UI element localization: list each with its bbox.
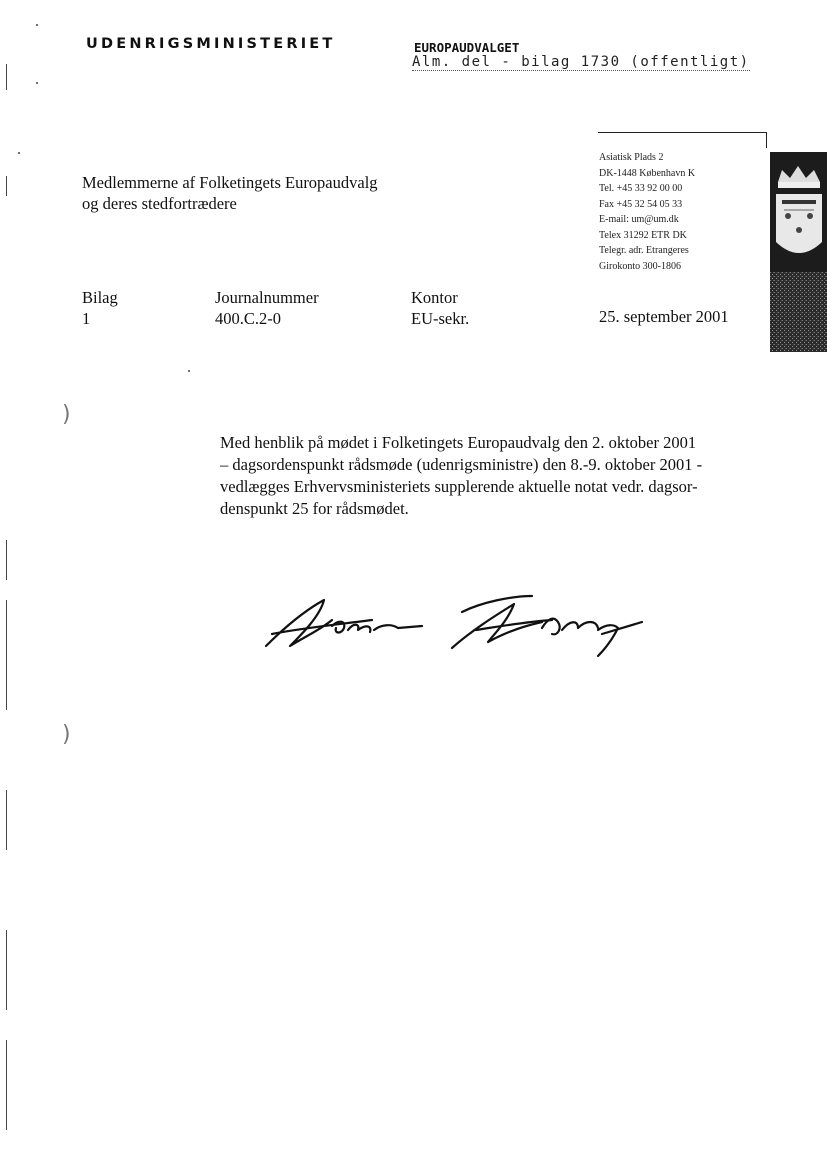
scan-margin-line — [6, 600, 7, 710]
ministry-name: UDENRIGSMINISTERIET — [86, 36, 336, 52]
committee-name: EUROPAUDVALGET — [414, 40, 520, 55]
letter-date: 25. september 2001 — [599, 307, 729, 326]
address-rule-end — [766, 132, 767, 148]
recipient-line-1: Medlemmerne af Folketingets Europaudvalg — [82, 173, 378, 192]
punch-hole-mark: ) — [62, 722, 71, 747]
kontor-label: Kontor — [411, 288, 458, 307]
scan-speck — [18, 152, 20, 154]
scan-speck — [36, 82, 38, 84]
kontor-value: EU-sekr. — [411, 309, 470, 328]
address-tel: Tel. +45 33 92 00 00 — [599, 183, 683, 194]
address-telex: Telex 31292 ETR DK — [599, 229, 687, 241]
address-fax: Fax +45 32 54 05 33 — [599, 198, 683, 210]
scan-margin-line — [6, 176, 7, 196]
address-giro: Girokonto 300-1806 — [599, 260, 681, 272]
address-telegr: Telegr. adr. Etrangeres — [599, 245, 689, 256]
body-line-1: Med henblik på mødet i Folketingets Europaudvalg den 2. oktober 2001 — [220, 433, 697, 452]
address-block — [599, 150, 695, 274]
recipient-line-2: og deres stedfortrædere — [82, 194, 237, 213]
letter-body — [220, 432, 740, 520]
scan-margin-line — [6, 930, 7, 1010]
recipient-block — [82, 172, 378, 214]
signature — [262, 590, 652, 660]
journal-label: Journalnummer — [215, 288, 319, 307]
body-line-2: – dagsordenspunkt rådsmøde (udenrigsministre) den 8.-9. oktober 2001 - — [220, 455, 703, 474]
body-line-4: denspunkt 25 for rådsmødet. — [220, 499, 409, 518]
scan-speck — [188, 370, 190, 372]
scan-margin-line — [6, 540, 7, 580]
document-stamp: Alm. del - bilag 1730 (offentligt) — [412, 54, 750, 70]
address-rule — [598, 132, 766, 133]
punch-hole-mark: ) — [62, 402, 71, 427]
address-city: DK-1448 København K — [599, 167, 696, 179]
body-line-3: vedlægges Erhvervsministeriets supplerende aktuelle notat vedr. dagsor- — [220, 477, 698, 496]
scan-margin-line — [6, 1040, 7, 1130]
bilag-value: 1 — [82, 309, 91, 328]
crest-icon — [770, 152, 827, 352]
scan-margin-line — [6, 64, 7, 90]
journal-value: 400.C.2-0 — [215, 309, 281, 328]
address-street: Asiatisk Plads 2 — [599, 152, 664, 163]
address-email: E-mail: um@um.dk — [599, 214, 679, 225]
scan-margin-line — [6, 790, 7, 850]
bilag-label: Bilag — [82, 288, 118, 307]
scan-speck — [36, 24, 38, 26]
